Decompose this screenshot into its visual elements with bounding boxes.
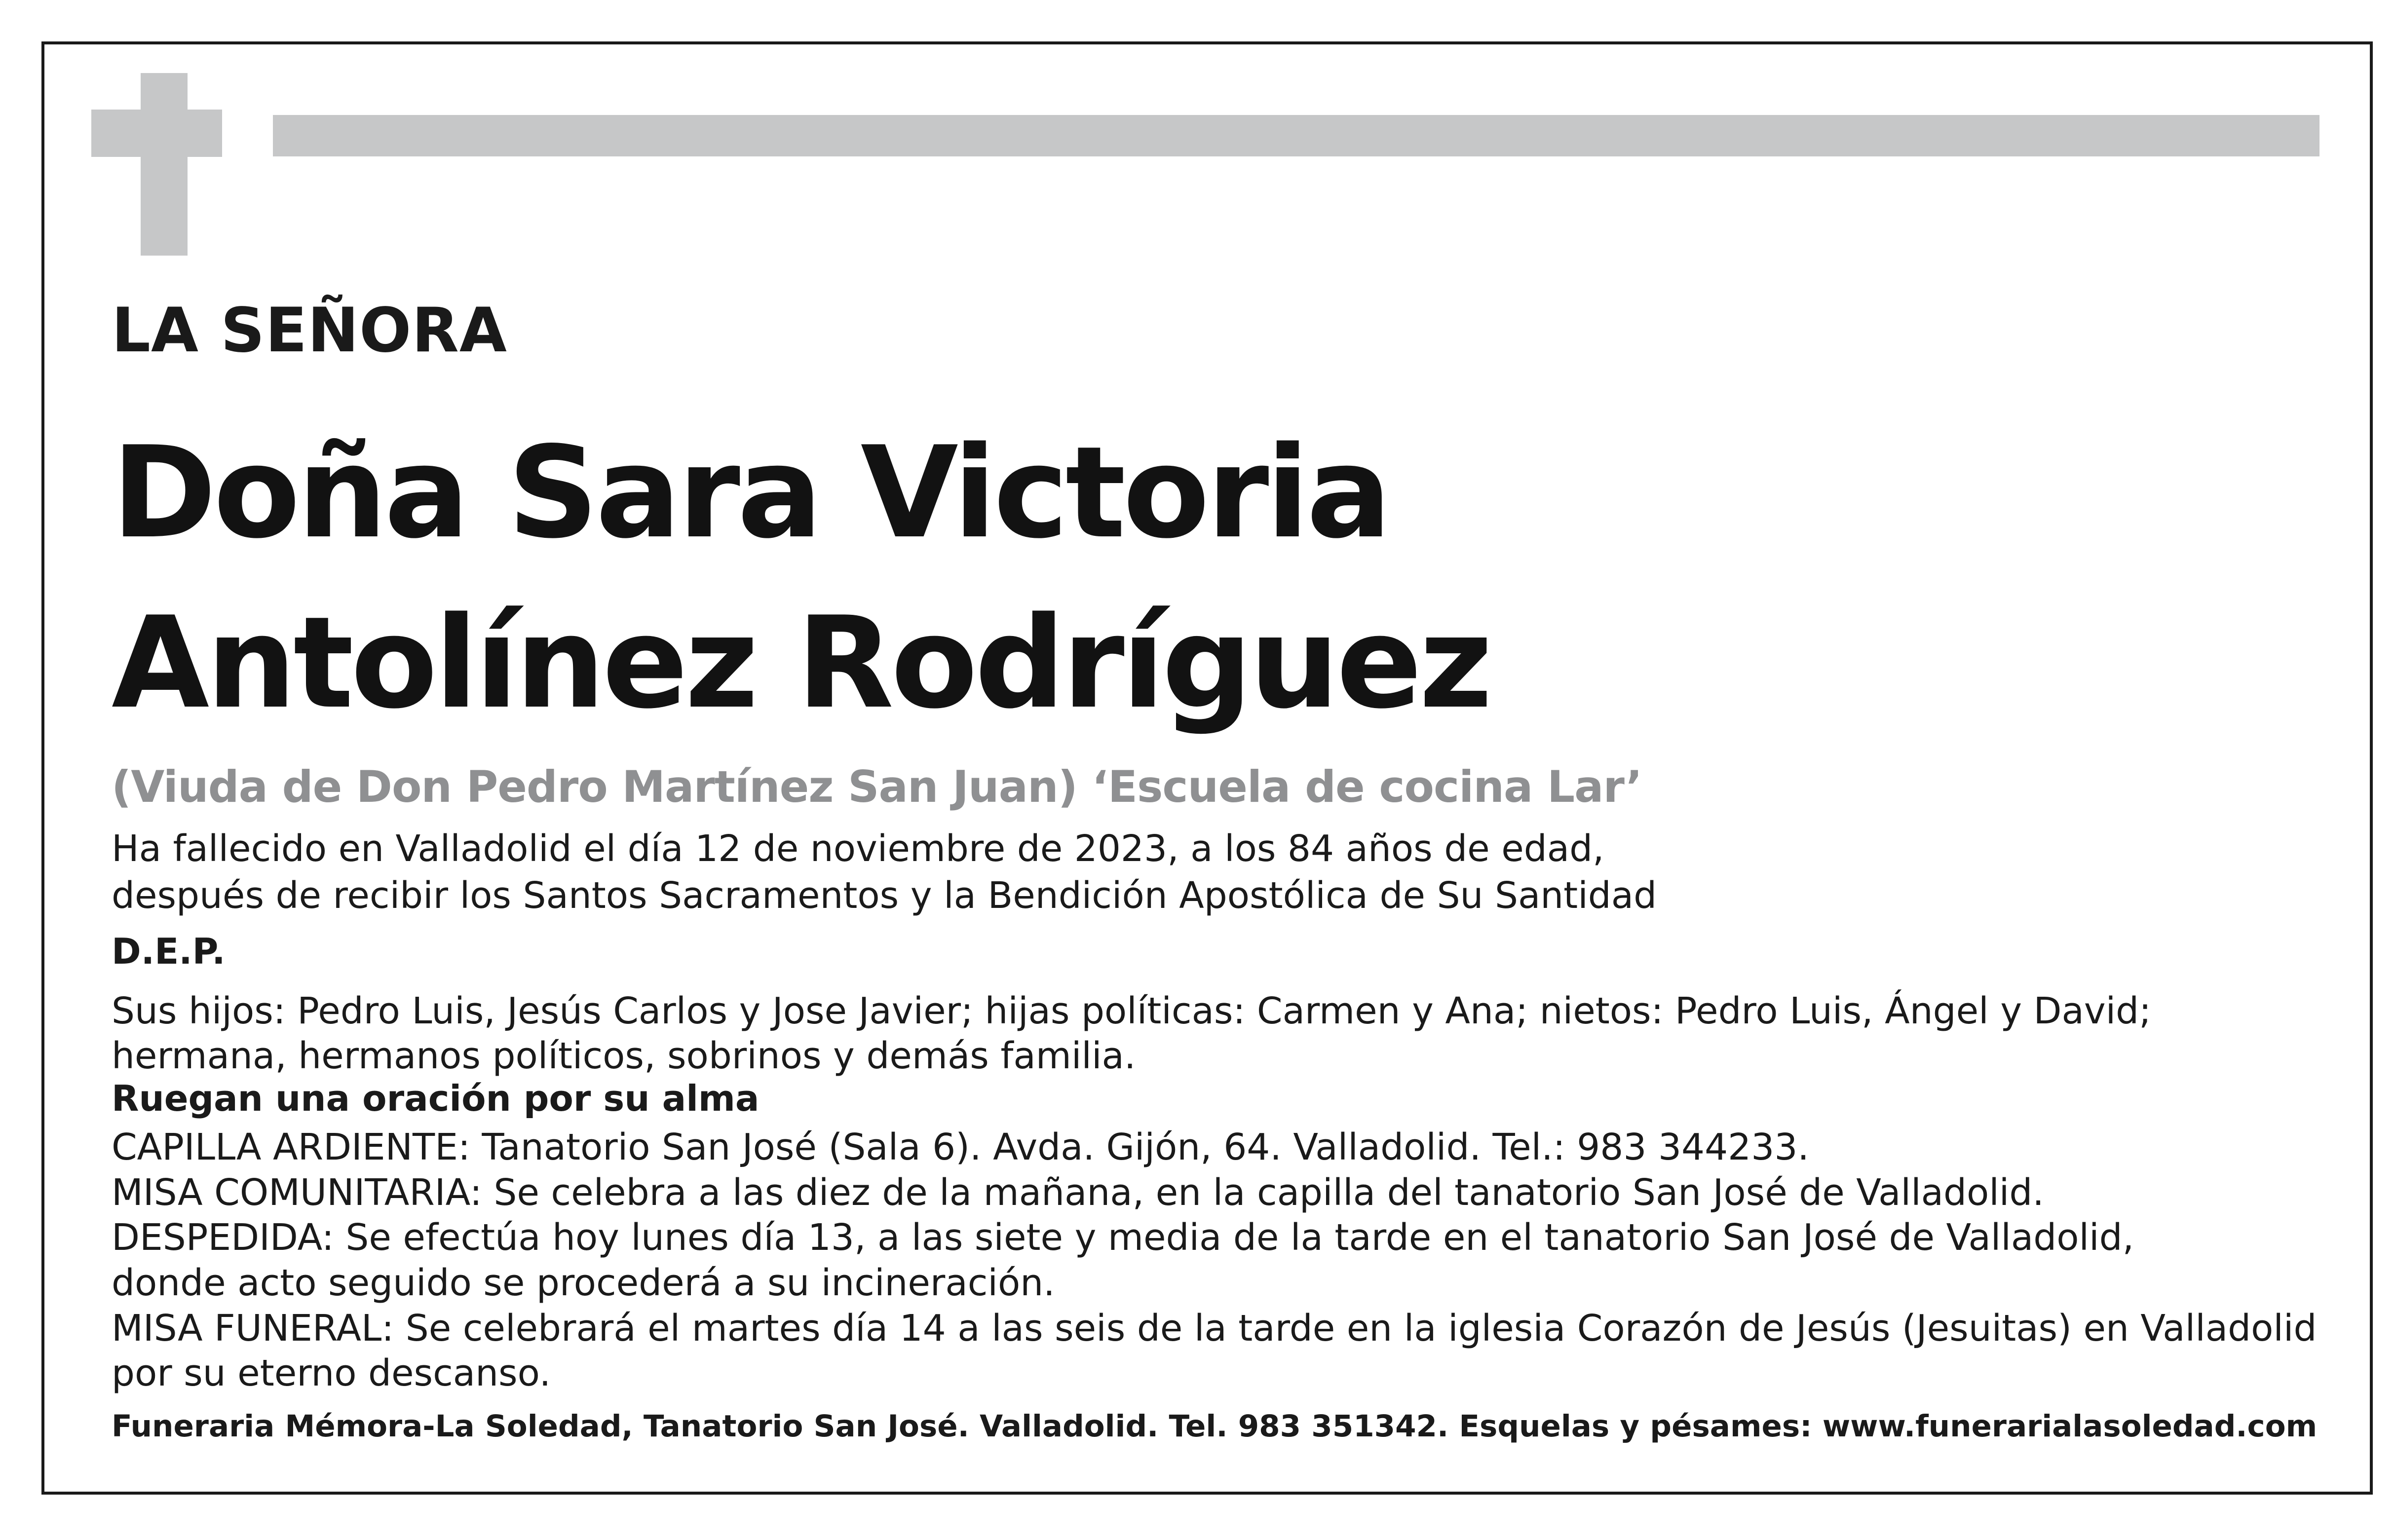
despedida-text-line2: donde acto seguido se procederá a su incineración. xyxy=(112,1262,1055,1304)
misa-funeral-text-line2: por su eterno descanso. xyxy=(112,1352,551,1394)
deceased-name-line2: Antolínez Rodríguez xyxy=(112,590,1490,737)
dep-label: D.E.P. xyxy=(112,931,226,972)
cross-vertical-bar xyxy=(141,73,188,256)
death-text-line1: Ha fallecido en Valladolid el día 12 de noviembre de 2023, a los 84 años de edad, xyxy=(112,827,1604,870)
misa-comunitaria-text: MISA COMUNITARIA: Se celebra a las diez de la mañana, en la capilla del tanatorio San José de Valladolid. xyxy=(112,1171,2044,1214)
funeral-home-footer: Funeraria Mémora-La Soledad, Tanatorio San José. Valladolid. Tel. 983 351342. Esquelas y pésames: www.funerarialasoledad.com xyxy=(112,1409,2318,1444)
family-text-line2: hermana, hermanos políticos, sobrinos y demás familia. xyxy=(112,1035,1136,1077)
widow-subtitle: (Viuda de Don Pedro Martínez San Juan) ‘Escuela de cocina Lar’ xyxy=(112,761,1642,812)
prayer-request: Ruegan una oración por su alma xyxy=(112,1078,760,1119)
death-text-line2: después de recibir los Santos Sacramentos y la Bendición Apostólica de Su Santidad xyxy=(112,874,1657,917)
capilla-ardiente-text: CAPILLA ARDIENTE: Tanatorio San José (Sala 6). Avda. Gijón, 64. Valladolid. Tel.: 983 344233. xyxy=(112,1126,1809,1168)
family-text-line1: Sus hijos: Pedro Luis, Jesús Carlos y Jose Javier; hijas políticas: Carmen y Ana; nietos: Pedro Luis, Ángel y David; xyxy=(112,990,2152,1032)
honorific-label: LA SEÑORA xyxy=(112,295,507,366)
header-rule xyxy=(273,115,2319,156)
despedida-text-line1: DESPEDIDA: Se efectúa hoy lunes día 13, a las siete y media de la tarde en el tanatorio San José de Valladolid, xyxy=(112,1216,2134,1259)
misa-funeral-text-line1: MISA FUNERAL: Se celebrará el martes día 14 a las seis de la tarde en la iglesia Corazón de Jesús (Jesuitas) en Valladolid xyxy=(112,1307,2317,1350)
deceased-name-line1: Doña Sara Victoria xyxy=(112,419,1389,566)
cross-horizontal-bar xyxy=(91,110,222,157)
